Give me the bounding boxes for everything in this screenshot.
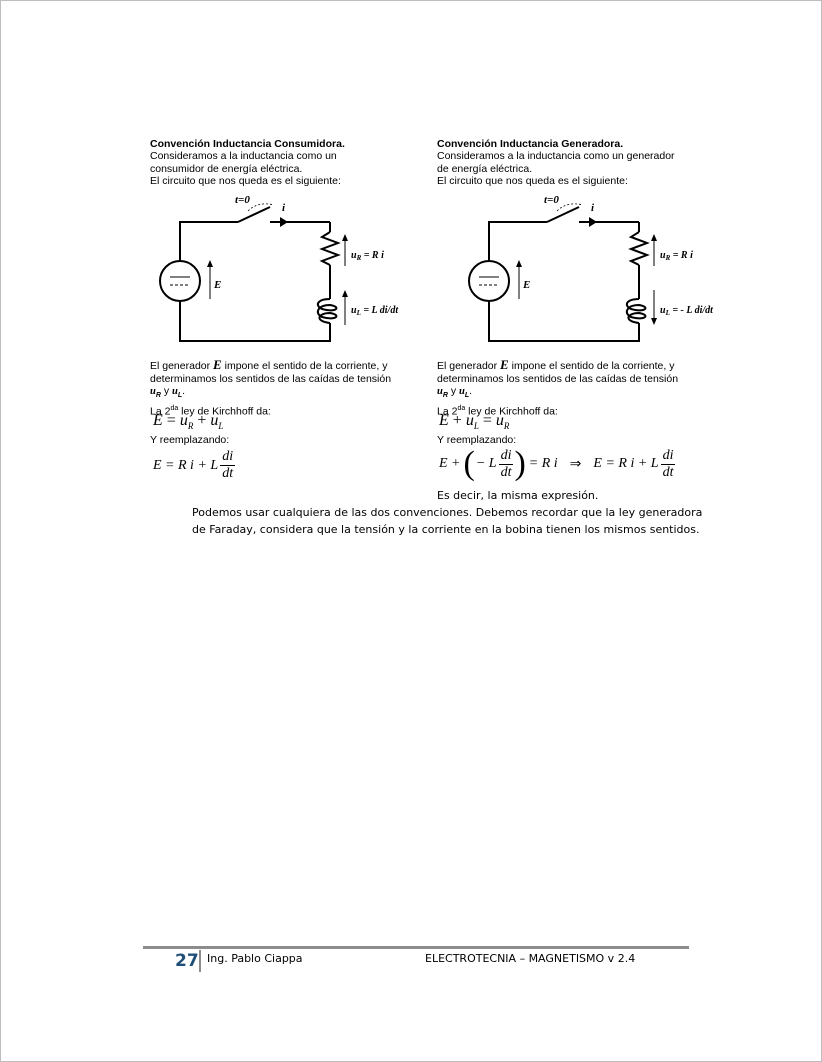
- right-intro: [437, 150, 675, 188]
- right-intro-line: de energía eléctrica.: [437, 162, 533, 175]
- switch-label: t=0: [235, 194, 250, 206]
- line: La $2^{da}$ ley de Kirchhoff da:: [150, 404, 271, 418]
- line: $u_R$ y $u_L$.: [437, 385, 473, 400]
- left-intro-line: consumidor de energía eléctrica.: [150, 162, 303, 175]
- source-label: E: [523, 279, 531, 291]
- line: La $2^{da}$ ley de Kirchhoff da:: [437, 404, 558, 418]
- paragraph-line: Podemos usar cualquiera de las dos convenciones. Debemos recordar que la ley generadora: [192, 506, 703, 519]
- current-label: i: [282, 202, 286, 214]
- right-final-equation: E + ( − L di dt ) = R i ⇒ E = R i + L di dt: [439, 445, 674, 482]
- fraction: di dt: [222, 449, 234, 481]
- paragraph-line: de Faraday, considera que la tensión y la corriente en la bobina tienen los mismos sentidos.: [192, 523, 700, 536]
- closing-paragraph: [192, 504, 702, 538]
- inductor-voltage-label: $u_L$ = - L di/dt: [660, 305, 713, 317]
- current-label: i: [591, 202, 595, 214]
- inductor-voltage-label: $u_L = L$ di/dt: [351, 305, 399, 317]
- implies-symbol: ⇒: [569, 456, 582, 472]
- right-title: Convención Inductancia Generadora.: [437, 138, 624, 150]
- switch-label: t=0: [544, 194, 559, 206]
- left-explanation: [150, 359, 391, 418]
- footer-doc-title: ELECTROTECNIA – MAGNETISMO v 2.4: [425, 952, 636, 965]
- right-intro-line: Consideramos a la inductancia como un generador: [437, 150, 675, 162]
- resistor-voltage-label: $u_R = R$ i: [351, 250, 384, 262]
- resistor-voltage-label: $u_R = R$ i: [660, 250, 693, 262]
- left-replace-label: Y reemplazando:: [150, 434, 230, 446]
- footer-rule: [143, 946, 689, 949]
- left-intro-line: El circuito que nos queda es el siguiente:: [150, 175, 341, 187]
- line: $u_R$ y $u_L$.: [150, 385, 186, 400]
- left-kirchhoff-equation: $E = u_R + u_L$: [153, 412, 224, 432]
- line: determinamos los sentidos de las caídas de tensión: [150, 372, 392, 385]
- footer-author: Ing. Pablo Ciappa: [207, 952, 303, 965]
- line: El generador E impone el sentido de la corriente, y: [150, 357, 388, 372]
- line: El generador E impone el sentido de la corriente, y: [437, 357, 675, 372]
- right-replace-label: Y reemplazando:: [437, 434, 517, 446]
- left-intro-line: Consideramos a la inductancia como un: [150, 150, 337, 162]
- right-explanation: [437, 359, 678, 418]
- left-circuit-diagram: [146, 189, 411, 349]
- left-intro: [150, 150, 341, 188]
- right-conclusion: Es decir, la misma expresión.: [437, 489, 599, 502]
- right-intro-line: El circuito que nos queda es el siguiente:: [437, 175, 628, 187]
- left-title: Convención Inductancia Consumidora.: [150, 138, 345, 150]
- left-final-equation: E = R i + L di dt: [153, 449, 234, 481]
- line: determinamos los sentidos de las caídas de tensión: [437, 372, 679, 385]
- page-number: 27: [175, 951, 199, 971]
- fraction: di dt: [662, 447, 674, 480]
- fraction: di dt: [500, 447, 512, 480]
- right-kirchhoff-equation: $E + u_L = u_R$: [439, 412, 510, 432]
- footer-separator: [199, 950, 201, 972]
- source-label: E: [214, 279, 222, 291]
- right-circuit-diagram: [455, 189, 735, 349]
